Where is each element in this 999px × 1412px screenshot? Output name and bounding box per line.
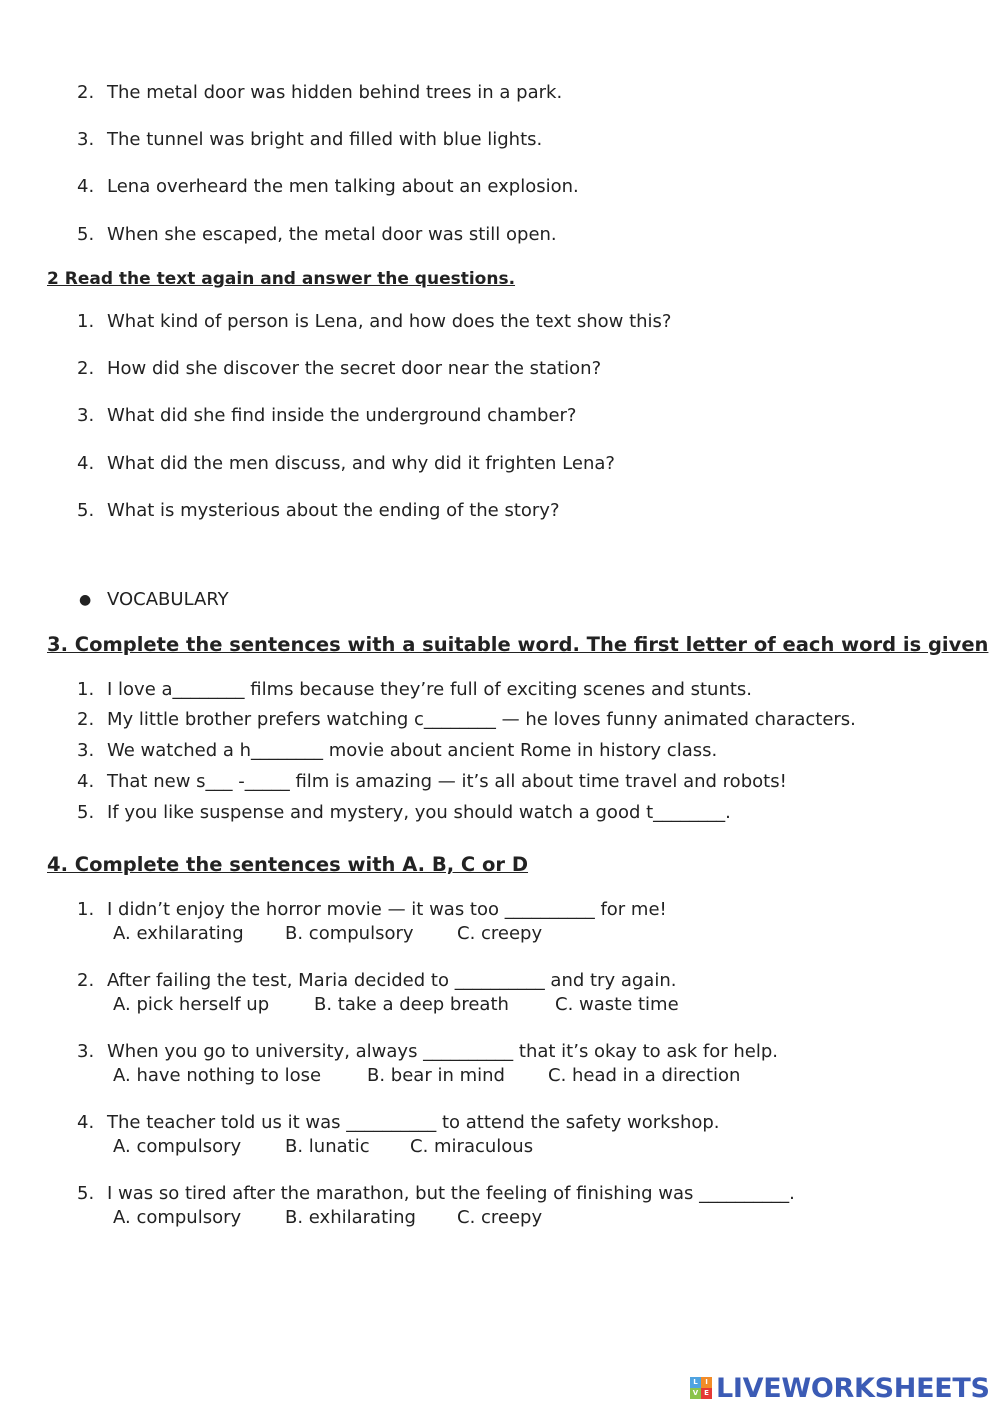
logo-mark-letter: E: [701, 1388, 712, 1399]
question-text: The teacher told us it was __________ to attend the safety workshop.: [107, 1112, 720, 1133]
logo-mark-letter: V: [690, 1388, 701, 1399]
option-c: C. waste time: [555, 994, 679, 1015]
options-row: [113, 994, 679, 1016]
item-number: 5.: [77, 1183, 95, 1204]
options-row: [113, 1065, 740, 1087]
item-text: That new s___ -_____ film is amazing — it’s all about time travel and robots!: [107, 771, 787, 792]
option-c: C. creepy: [457, 923, 543, 944]
item-number: 4.: [77, 771, 95, 792]
item-number: 5.: [77, 224, 95, 245]
logo-text: LIVEWORKSHEETS: [716, 1372, 990, 1404]
option-c: C. creepy: [457, 1207, 543, 1228]
item-number: 4.: [77, 453, 95, 474]
section-4-heading: 4. Complete the sentences with A. B, C or D: [47, 853, 529, 876]
vocabulary-label: VOCABULARY: [107, 589, 229, 610]
option-a: A. have nothing to lose: [113, 1065, 322, 1086]
section-3-heading: 3. Complete the sentences with a suitable word. The first letter of each word is given: [47, 633, 989, 656]
item-number: 5.: [77, 802, 95, 823]
item-text: My little brother prefers watching c________ — he loves funny animated characters.: [107, 709, 856, 730]
item-number: 2.: [77, 970, 95, 991]
options-row: [113, 1136, 533, 1158]
item-number: 3.: [77, 405, 95, 426]
option-c: C. miraculous: [410, 1136, 534, 1157]
options-row: [113, 1207, 542, 1229]
option-b: B. compulsory: [285, 923, 414, 944]
option-c: C. head in a direction: [548, 1065, 741, 1086]
option-b: B. take a deep breath: [314, 994, 509, 1015]
item-text: The tunnel was bright and filled with blue lights.: [107, 129, 543, 150]
item-number: 3.: [77, 740, 95, 761]
item-text: The metal door was hidden behind trees in a park.: [107, 82, 563, 103]
option-a: A. compulsory: [113, 1207, 242, 1228]
item-text: How did she discover the secret door near the station?: [107, 358, 602, 379]
option-b: B. exhilarating: [285, 1207, 416, 1228]
item-number: 2.: [77, 358, 95, 379]
section-2-heading: 2 Read the text again and answer the questions.: [47, 269, 516, 289]
liveworksheets-logo: [690, 1371, 990, 1405]
item-text: What did she find inside the underground chamber?: [107, 405, 577, 426]
option-a: A. pick herself up: [113, 994, 270, 1015]
option-b: B. lunatic: [285, 1136, 370, 1157]
item-number: 3.: [77, 129, 95, 150]
logo-mark-letter: L: [690, 1377, 701, 1388]
item-text: What kind of person is Lena, and how does the text show this?: [107, 311, 672, 332]
question-text: When you go to university, always __________ that it’s okay to ask for help.: [107, 1041, 779, 1062]
bullet-icon: ●: [79, 592, 92, 608]
item-number: 5.: [77, 500, 95, 521]
option-a: A. compulsory: [113, 1136, 242, 1157]
logo-mark-letter: I: [701, 1377, 712, 1388]
item-number: 1.: [77, 899, 95, 920]
item-text: If you like suspense and mystery, you should watch a good t________.: [107, 802, 731, 823]
item-number: 2.: [77, 82, 95, 103]
option-b: B. bear in mind: [367, 1065, 505, 1086]
item-number: 1.: [77, 679, 95, 700]
item-number: 4.: [77, 176, 95, 197]
logo-mark-icon: [690, 1377, 712, 1399]
options-row: [113, 923, 542, 945]
question-text: I didn’t enjoy the horror movie — it was too __________ for me!: [107, 899, 667, 920]
item-text: I love a________ films because they’re full of exciting scenes and stunts.: [107, 679, 753, 700]
item-text: We watched a h________ movie about ancient Rome in history class.: [107, 740, 718, 761]
item-number: 3.: [77, 1041, 95, 1062]
item-number: 2.: [77, 709, 95, 730]
question-text: I was so tired after the marathon, but the feeling of finishing was __________.: [107, 1183, 795, 1204]
item-number: 4.: [77, 1112, 95, 1133]
question-text: After failing the test, Maria decided to __________ and try again.: [107, 970, 677, 991]
item-number: 1.: [77, 311, 95, 332]
item-text: What did the men discuss, and why did it frighten Lena?: [107, 453, 615, 474]
option-a: A. exhilarating: [113, 923, 244, 944]
item-text: When she escaped, the metal door was still open.: [107, 224, 557, 245]
item-text: Lena overheard the men talking about an explosion.: [107, 176, 579, 197]
item-text: What is mysterious about the ending of the story?: [107, 500, 560, 521]
